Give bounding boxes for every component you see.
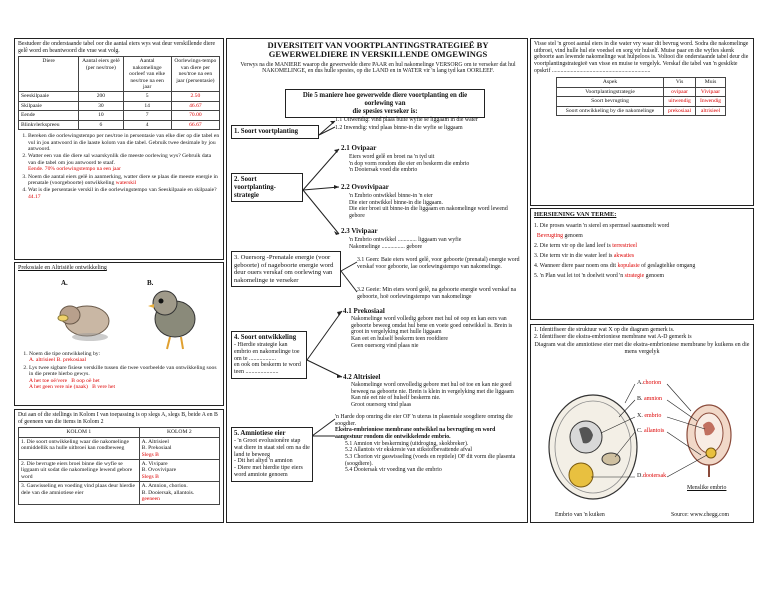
- f12-text: 1.2 Inwendig: vind plaas binne-in die wyfie se liggaam: [335, 125, 463, 131]
- th-muis: Muis: [696, 78, 726, 87]
- label-answer: dooiersak: [642, 473, 667, 479]
- altrisieel-list: [351, 382, 523, 409]
- option-a: A. Altrisieel: [141, 438, 169, 445]
- p42-item: Nakomelinge word onvolledig gebore met hul oë toe en kan nie goed beweeg na geboorte nie. Brein is klein in vergelyking met die liggaam: [351, 382, 514, 395]
- q-text: Watter een van die diere sal waarskynlik die meeste oorlewing wys? Gebruik data van die tabel om jou antwoord te staaf.: [28, 153, 212, 166]
- amniotic-item: 5.3 Chorion vir gaswisseling (voeds en reptiele) OF dit vorm die plasenta (soogdiere).: [345, 453, 516, 467]
- section-5-line: - Dit het altyd 'n amnion: [234, 458, 293, 465]
- question-4: [28, 187, 220, 200]
- center-mindmap-panel: [226, 38, 528, 523]
- geen-text: 3.1 Geen: Baie eiers word gelê, voor geboorte (prenatal) energie word verskaf voor geboorte, lae oorlewingstempo van nakomelinge.: [357, 257, 520, 270]
- term-text: of geslagtelike omgang: [641, 262, 696, 269]
- table-row: [19, 120, 220, 129]
- diagram-question-2: 2. Identifiseer die ekstra-embrioniese membrane wat A-D gemerk is: [534, 333, 692, 340]
- answer: A het geen vere nie (naak): [29, 384, 88, 391]
- cell: Soort ontwikkeling by die nakomelinge: [557, 106, 664, 115]
- answer: waterskil: [115, 180, 137, 187]
- cell: [139, 460, 219, 482]
- term-item: [534, 242, 750, 252]
- answer: B oop oë het: [71, 377, 100, 384]
- geeie-text: 3.2 Geeie: Min eiers word gelê, na geboorte energie word verskaf na geboorte, hoë oorlewingstempo van nakomelinge: [357, 287, 517, 300]
- term-text: 1. Die proses waarin 'n sierel en spermsel saamsmelt word: [534, 223, 670, 230]
- option-b: B. Prekosiaal: [141, 445, 172, 452]
- table-intro: Bestudeer die onderstaande tabel oor die aantal eiers wys wat deur verskillende diere gelê word en beantwoord die vrae wat volg.: [18, 41, 216, 54]
- amniotic-item: 5.4 Dooiersak vir voeding van die embrio: [345, 467, 442, 474]
- human-embryo-image: [687, 405, 731, 477]
- label-embryo: [637, 413, 661, 420]
- term-answer: akwaties: [613, 252, 635, 259]
- cell: ovipaar: [664, 87, 696, 96]
- label-letter: C.: [637, 428, 643, 434]
- section-2-box: 2. Soort voortplanting-strategie: [231, 173, 303, 202]
- ov-item: Eiers word gelê en broei na 'n tyd uit: [349, 154, 435, 160]
- table-row: [557, 106, 726, 115]
- diagram-question-1: 1. Identifiseer die struktuur wat X op die diagram gemerk is.: [534, 327, 675, 333]
- vivipaar-list: [349, 237, 519, 250]
- answer: A. altrisieel B. prekosiaal: [29, 357, 87, 364]
- term-item: [534, 222, 750, 242]
- label-letter: A.: [637, 380, 643, 386]
- cell: Eende: [19, 111, 79, 120]
- survival-table-panel: [14, 38, 224, 260]
- p42-item: Kan nie eet nie of hulself beskerm nie.: [351, 395, 441, 402]
- th-vis: Vis: [664, 78, 696, 87]
- egg-diagram: [531, 325, 754, 523]
- comparison-table: [556, 77, 726, 116]
- cell: 3. Gaswisseling en voeding vind plaas deur hierdie dele van die amniotiese eier: [19, 482, 140, 504]
- th-eiers: Aantal eiers gelê (per nes/troe): [79, 57, 123, 92]
- survival-table: [18, 56, 220, 130]
- section-5-title: 5. Amniotiese eier: [234, 430, 286, 437]
- th-aspek: Aspek: [557, 78, 664, 87]
- cell: 14: [123, 101, 171, 110]
- label-b: B.: [147, 279, 154, 287]
- section-1-box: 1. Soort voortplanting: [231, 125, 319, 139]
- cell: Voortplantingstrategie: [557, 87, 664, 96]
- cell: 2.50: [171, 92, 219, 101]
- question-3: [28, 174, 220, 187]
- term-item: [534, 262, 750, 272]
- term-text: 2. Die term vir op die land leef is: [534, 243, 611, 250]
- answer: geeneen: [141, 496, 160, 503]
- cell: 200: [79, 92, 123, 101]
- viv-item: 'n Embrio ontwikkel ............. liggaam van wyfie: [349, 237, 462, 243]
- ovipaar-heading: 2.1 Ovipaar: [341, 144, 377, 152]
- section-3-box: 3. Ouersorg -Prenatale energie (voor geboorte) of nageboorte energie word deur ouers verskaf om oorlewing van nakomelinge te verseker: [231, 251, 341, 287]
- amniotic-item: 5.1 Amnion vir beskerming (uitdroging, skokbreker).: [345, 440, 469, 447]
- f12: [335, 125, 525, 132]
- table-row: [19, 101, 220, 110]
- precocial-chick-image: [148, 291, 195, 349]
- panel-title: Prekosiale en Altrisiële ontwikkeling: [18, 265, 107, 271]
- cell: uitwendig: [664, 97, 696, 106]
- intro-text: Verwys na die MANIERE waarop die gewerwelde diere PAAR en hul nakomelinge VERSORG om te verseker dat hul NAKOMELINGE, en dus hulle spesies, op die LAND en in WATER vir 'n lang tyd kan OORLEEF.: [240, 61, 516, 75]
- cell: prekosiaal: [664, 106, 696, 115]
- cell: 1. Die soort ontwikkeling waar die nakomelinge onmiddellik na hulle uitbroei kan rondbeweeg: [19, 437, 140, 459]
- term-answer: Bevrugting: [536, 233, 563, 240]
- label-amnion: [637, 396, 662, 403]
- column-2-header: KOLOM 2: [139, 428, 219, 437]
- matching-panel: [14, 409, 224, 523]
- section-4-line: - Hierdie strategie kan embrio en nakomelinge toe om te ..................: [234, 341, 300, 362]
- viv-item: Nakomelinge ................ gebore: [349, 243, 423, 250]
- term-text: 3. Die term vir in die water leef is: [534, 252, 613, 259]
- cell: altrisieel: [696, 106, 726, 115]
- label-answer: chorion: [642, 380, 662, 386]
- page-title: DIVERSITEIT VAN VOORTPLANTINGSTRATEGIEË BY: [267, 40, 489, 50]
- answer: 44.17: [28, 193, 41, 200]
- p41-item: Kan eet en hulself beskerm teen roofdiere: [351, 335, 448, 342]
- cell: 10: [79, 111, 123, 120]
- amniotic-list: [335, 414, 523, 474]
- option-a: A. Vivipare: [141, 461, 168, 467]
- answer: Slegs B: [141, 451, 159, 458]
- ov-item: 'n Dooiersak voed die embrio: [349, 167, 418, 174]
- table-row: [19, 92, 220, 101]
- label-answer: embrio: [644, 413, 662, 419]
- answer: B vere het: [92, 384, 116, 391]
- prekosiaal-heading: 4.1 Prekosiaal: [343, 307, 385, 315]
- human-caption: Menslike embrio: [687, 485, 727, 491]
- cell: 7: [123, 111, 171, 120]
- ovipaar-list: [349, 154, 519, 174]
- p42-item: Groot ouersorg vind plaas: [351, 401, 412, 408]
- table-row: [557, 97, 726, 106]
- heading-line-2: die spesies verseker is:: [352, 107, 418, 115]
- vivipaar-heading: 2.3 Vivipaar: [341, 227, 378, 235]
- ovo-item: 'n Embrio ontwikkel binne-in 'n eier: [349, 193, 433, 199]
- answer: Eende. 70% oorlewingstempo na een jaar: [28, 166, 121, 173]
- q-text: Noem die aantal eiers gelê in aanmerking, watter diere se plaas die meeste energie in prenatale (voorgeboorte) ontwikkeling: [28, 173, 218, 187]
- chick-caption: Embrio van 'n kuiken: [555, 512, 605, 518]
- table-questions: [18, 133, 220, 200]
- section-5-line: - Diere met hierdie tipe eiers word amniote genoem: [234, 465, 303, 479]
- term-item: [534, 272, 750, 282]
- label-letter: D.: [637, 473, 643, 479]
- cell: [139, 437, 219, 459]
- heading-line-1: Die 5 maniere hoe gewerwelde diere voortplanting en die oorlewing van: [302, 92, 468, 107]
- cell: Inwendig: [696, 97, 726, 106]
- th-nakomelinge: Aantal nakomelinge oorleef van elke nes/troe na een jaar: [123, 57, 171, 92]
- question-2: [29, 365, 219, 391]
- cell: 30: [79, 101, 123, 110]
- cell: [139, 482, 219, 504]
- label-allantois: [637, 428, 664, 435]
- ovovivipaar-heading: 2.2 Ovovivipaar: [341, 183, 389, 191]
- table-row: [19, 482, 220, 504]
- development-questions: [19, 351, 219, 392]
- section-4-line: en ook om beskerm te word teen ......................: [234, 362, 301, 376]
- question-2: [28, 153, 220, 172]
- source-credit: Source: www.chegg.com: [671, 512, 730, 518]
- answer: Slegs B: [141, 473, 159, 480]
- term-text: genoem: [564, 233, 583, 240]
- th-diere: Diere: [19, 57, 79, 92]
- cell: Soort bevrugting: [557, 97, 664, 106]
- ovovivipaar-list: [349, 193, 519, 220]
- terms-list: [534, 222, 750, 281]
- table-row: [19, 460, 220, 482]
- term-answer: kopulasie: [617, 262, 640, 269]
- cell: 6: [79, 120, 123, 129]
- term-text: 4. Wanneer diere paar noem ons dit: [534, 262, 617, 269]
- cell: Blinkvlerkspreeu: [19, 120, 79, 129]
- option-b: B. Ovovivipare: [141, 467, 177, 474]
- cell: 4: [123, 120, 171, 129]
- table-row: [557, 87, 726, 96]
- term-text: 5. 'n Plan wat lei tot 'n doelwit word 'n: [534, 272, 624, 279]
- section-4-title: 4. Soort ontwikkeling: [234, 334, 297, 341]
- cell: 46.67: [171, 101, 219, 110]
- five-ways-heading: [285, 89, 485, 118]
- cell: 70.00: [171, 111, 219, 120]
- chick-egg-image: [549, 395, 637, 499]
- egg-diagram-panel: [530, 324, 754, 523]
- label-letter: B.: [637, 396, 643, 402]
- q-text: Noem die tipe ontwikkeling by:: [29, 351, 101, 357]
- altricial-chick-image: [58, 306, 109, 341]
- ov-item: 'n dop vorm rondom die eier en beskerm die embrio: [349, 160, 470, 167]
- title-block: [233, 41, 523, 75]
- f11: [335, 117, 525, 124]
- question-1: 1. Bereken die oorlewingstempo per nes/troe in persentasie van elke dier op die tabel en vul in jou antwoord in die laaste kolom van die tabel. Gebruik twee desimale by jou antwoord.: [28, 133, 220, 152]
- terms-title: HERSIENING VAN TERME:: [534, 211, 617, 218]
- option-b: B. Dooiersak, allantois.: [141, 489, 195, 496]
- table-row: [19, 111, 220, 120]
- altrisieel-heading: 4.2 Altrisieel: [343, 373, 381, 381]
- matching-table: [18, 427, 220, 504]
- label-answer: allantois: [644, 428, 665, 434]
- p41-item: Nakomelinge word volledig gebore met hul oë oop en kan eers van geboorte beweeg omdat hul bene en voete goed ontwikkel is. Brein is groot in vergelyking met hulle liggaam: [351, 316, 513, 336]
- section-5-line: - 'n Groot evolusionêre stap wat diere in staat stel om na die land te beweeg: [234, 437, 310, 458]
- development-panel: [14, 262, 224, 406]
- label-yolk-sac: [637, 473, 666, 480]
- cell: Seeskilpaaie: [19, 92, 79, 101]
- term-item: [534, 252, 750, 262]
- fish-mice-intro: Visse stel 'n groot aantal eiers in die water vry waar dit bevrug word. Sodra die nakomelinge uitbroei, vind hulle hul eie voedsel en sorg vir hulself. Muise paar en die wyfies skenk geboorte aan lewende nakomelinge wat hulpeloos is. Voltooi die onderstaande tabel deur die voortplantingstrategieë van visse en muise te vergelyk. Verskaf die tabel van 'n geskikte opskrif ....................................................................: [534, 41, 749, 74]
- term-answer: strategie: [624, 272, 645, 279]
- table-row: [19, 437, 220, 459]
- term-text: genoem: [645, 272, 665, 279]
- section-4-box: [231, 331, 307, 379]
- cell: 66.67: [171, 120, 219, 129]
- question-1: [29, 351, 219, 364]
- label-letter: X.: [637, 413, 643, 419]
- label-a: A.: [61, 279, 68, 287]
- matching-intro: Dui aan of die stellings in Kolom I van toepassing is op slegs A, slegs B, beide A en B of geeneen van die items in Kolom 2: [18, 412, 218, 425]
- prekosiaal-list: [351, 316, 523, 349]
- q-text: Lys twee sigbare fisiese verskille tussen die twee voorbeelde van ontwikkeling soos in die prente hierbo gewys.: [29, 364, 217, 378]
- ovo-item: Die eier ontwikkel binne-in die liggaam.: [349, 199, 444, 206]
- amniotic-item: 'n Harde dop omring die eier OF 'n uterus in plasentale soogdiere omring die soogdier.: [335, 414, 513, 427]
- cell: 5: [123, 92, 171, 101]
- section-5-box: [231, 427, 313, 482]
- column-1-header: KOLOM 1: [19, 428, 140, 437]
- th-oorlewing: Oorlewings-tempo van diere per nes/troe na een jaar (persentasie): [171, 57, 219, 92]
- fish-mice-panel: [530, 38, 754, 206]
- option-a: A. Amnion, chorion.: [141, 483, 188, 490]
- ovo-item: Die eier broei uit binne-in die liggaam en nakomelinge word lewend gebore: [349, 206, 508, 219]
- label-chorion: [637, 380, 661, 387]
- q-text: Wat is die persentasie verskil in die oorlewingstempo van Seeskilpaaie en skilpaaie?: [28, 187, 217, 194]
- label-answer: amnion: [644, 396, 663, 402]
- f11-text: 1.1 Uitwendig: vind plaas buite wyfie se liggaam in die water: [335, 117, 478, 123]
- p41-item: Geen ouersorg vind plaas nie: [351, 342, 419, 349]
- diagram-title: Diagram wat die amniotiese eier met die ekstra-embrioniese membrane by kuikens en die mens vergelyk: [534, 342, 750, 356]
- term-answer: terrestrieel: [612, 243, 638, 250]
- cell: Vivipaar: [696, 87, 726, 96]
- answer: A het toe oë/vere: [29, 377, 68, 384]
- amniotic-item: Ekstra-embrioniese membrane ontwikkel na bevrugting en word aangestuur rondom die ontwikkelende embrio.: [335, 427, 496, 440]
- cell: Skilpaaie: [19, 101, 79, 110]
- terms-panel: [530, 208, 754, 320]
- amniotic-item: 5.2 Allantois vir ekskresie van stikstofbevattende afval: [345, 447, 473, 454]
- cell: 2. Die bevrugte eiers broei binne die wyfie se liggaam uit sodat die nakomelinge lewend gebore word: [19, 460, 140, 482]
- page-subtitle: GEWERWELDIERE IN VERSKILLENDE OMGEWINGS: [268, 49, 488, 60]
